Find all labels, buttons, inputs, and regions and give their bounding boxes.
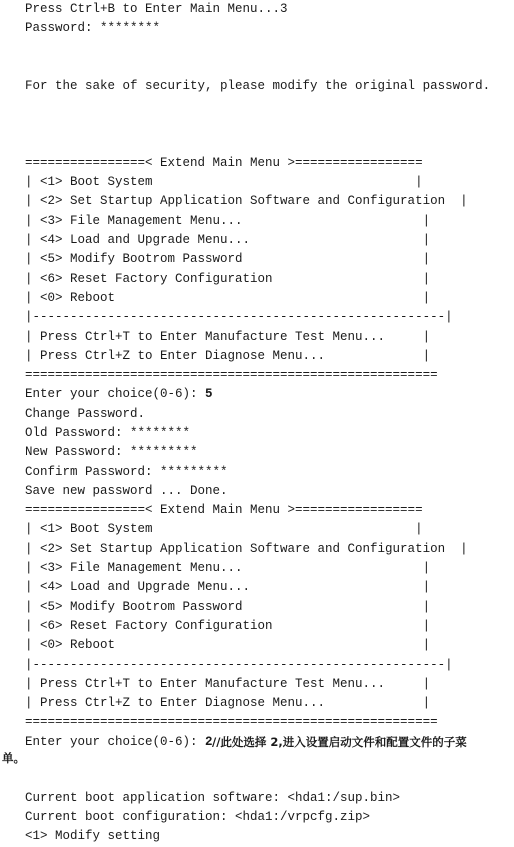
password-line: Password: ******** [25, 21, 161, 35]
menu-item-diagnose: | Press Ctrl+Z to Enter Diagnose Menu... | [25, 349, 431, 363]
menu-footer: ======================================================= [25, 368, 438, 382]
menu-footer: ======================================================= [25, 715, 438, 729]
menu-item-reboot: | <0> Reboot | [25, 291, 431, 305]
new-password-line: New Password: ********* [25, 445, 198, 459]
menu-item-startup-config: | <2> Set Startup Application Software and Configuration | [25, 542, 468, 556]
current-boot-configuration: Current boot configuration: <hda1:/vrpcfg.zip> [25, 810, 371, 824]
confirm-password-line: Confirm Password: ********* [25, 465, 228, 479]
chinese-annotation: //此处选择 2,进入设置启动文件和配置文件的子菜 [212, 735, 467, 749]
menu-item-diagnose: | Press Ctrl+Z to Enter Diagnose Menu... | [25, 696, 431, 710]
menu-item-load-upgrade: | <4> Load and Upgrade Menu... | [25, 233, 431, 247]
menu-item-reboot: | <0> Reboot | [25, 638, 431, 652]
menu-item-reset-factory: | <6> Reset Factory Configuration | [25, 619, 431, 633]
menu-item-load-upgrade: | <4> Load and Upgrade Menu... | [25, 580, 431, 594]
menu-separator: |-------------------------------------------------------| [25, 310, 453, 324]
menu-item-boot-system: | <1> Boot System | [25, 175, 423, 189]
menu-item-modify-bootrom: | <5> Modify Bootrom Password | [25, 252, 431, 266]
current-boot-software: Current boot application software: <hda1:/sup.bin> [25, 791, 401, 805]
change-password-line: Change Password. [25, 407, 146, 421]
menu-item-boot-system: | <1> Boot System | [25, 522, 423, 536]
menu-header: ================< Extend Main Menu >================= [25, 156, 423, 170]
modify-setting-option: <1> Modify setting [25, 829, 161, 843]
choice-value: 5 [205, 387, 213, 401]
choice-prompt: Enter your choice(0-6): [25, 735, 206, 749]
choice-line-2 [25, 735, 213, 749]
menu-separator: |-------------------------------------------------------| [25, 658, 453, 672]
menu-item-reset-factory: | <6> Reset Factory Configuration | [25, 272, 431, 286]
menu-header: ================< Extend Main Menu >================= [25, 503, 423, 517]
security-message: For the sake of security, please modify the original password. [25, 79, 491, 93]
old-password-line: Old Password: ******** [25, 426, 191, 440]
choice-line-1 [25, 387, 213, 401]
choice-value: 2 [205, 735, 213, 749]
menu-item-manufacture-test: | Press Ctrl+T to Enter Manufacture Test Menu... | [25, 330, 431, 344]
menu-item-modify-bootrom: | <5> Modify Bootrom Password | [25, 600, 431, 614]
save-password-line: Save new password ... Done. [25, 484, 228, 498]
chinese-annotation-cont: 单。 [2, 751, 25, 765]
menu-item-file-management: | <3> File Management Menu... | [25, 561, 431, 575]
menu-item-manufacture-test: | Press Ctrl+T to Enter Manufacture Test Menu... | [25, 677, 431, 691]
menu-item-file-management: | <3> File Management Menu... | [25, 214, 431, 228]
choice-prompt: Enter your choice(0-6): [25, 387, 206, 401]
menu-item-startup-config: | <2> Set Startup Application Software and Configuration | [25, 194, 468, 208]
press-ctrl-b-line: Press Ctrl+B to Enter Main Menu...3 [25, 2, 288, 16]
